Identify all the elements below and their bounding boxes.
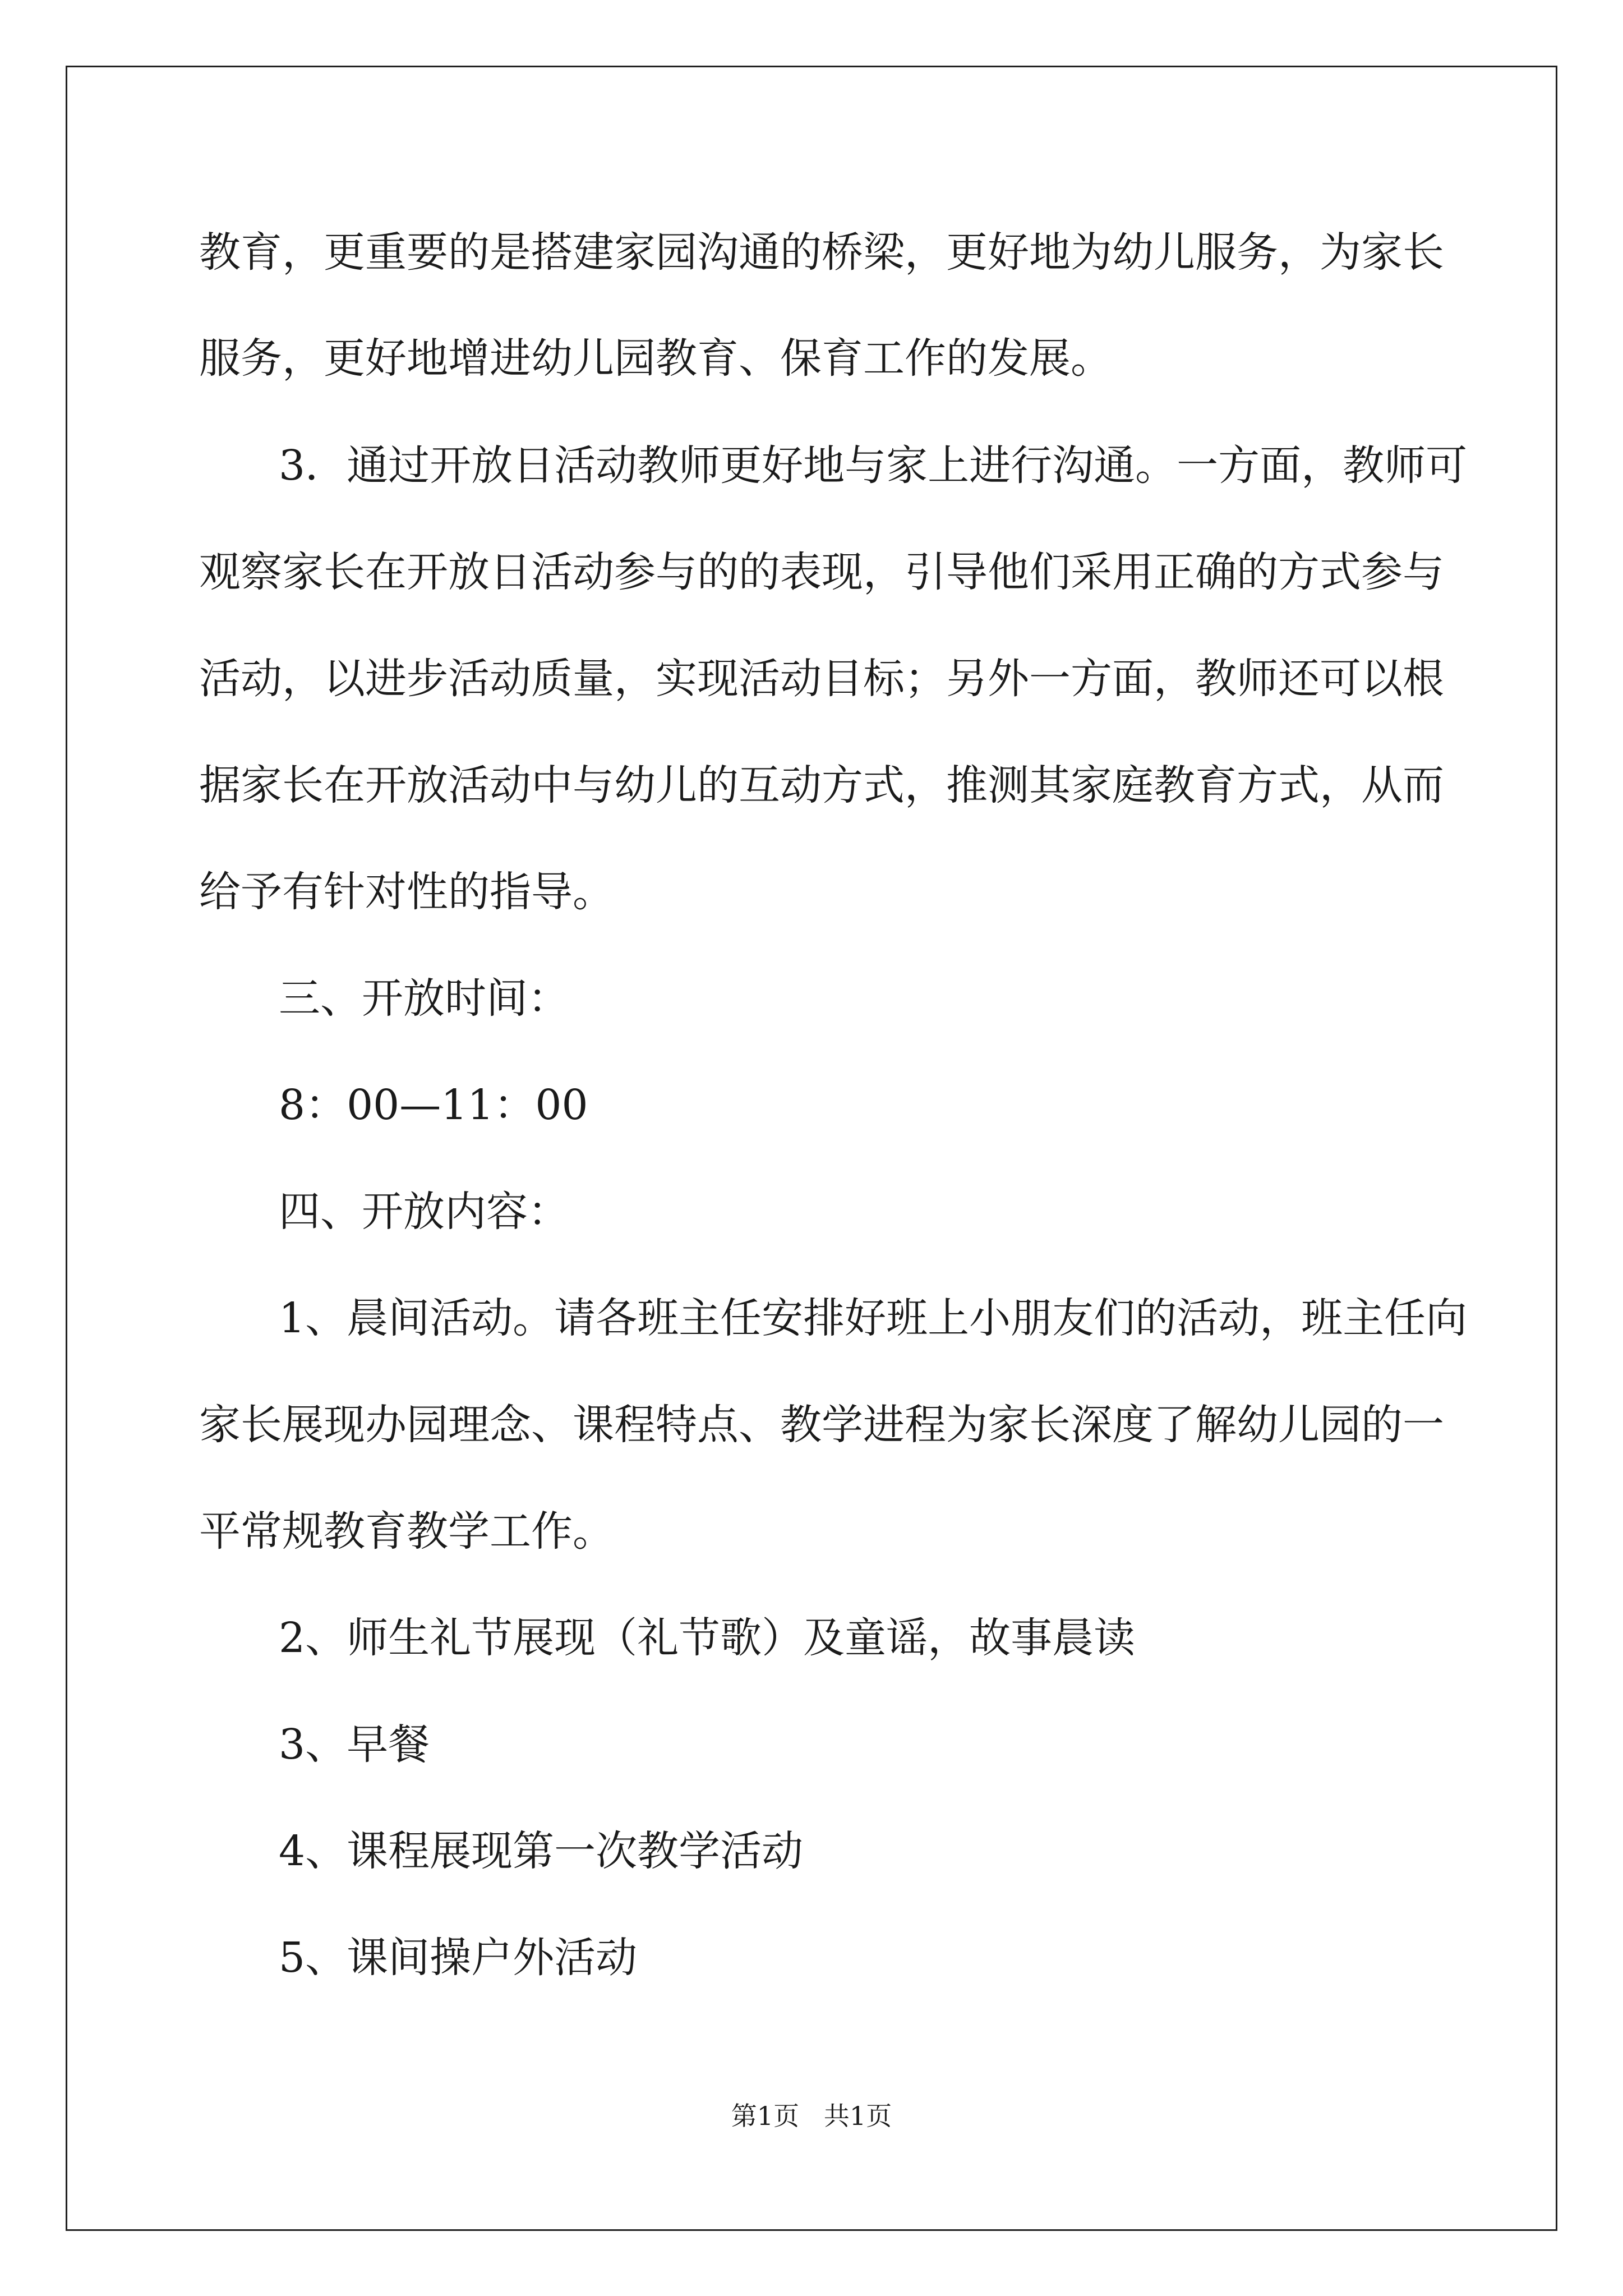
text-line-4: 观察家长在开放日活动参与的的表现，引导他们采用正确的方式参与	[199, 548, 1444, 596]
content-item-1-line-1: 1、晨间活动。请各班主任安排好班上小朋友们的活动，班主任向	[279, 1294, 1468, 1342]
text-line-5: 活动，以进步活动质量，实现活动目标；另外一方面，教师还可以根	[199, 655, 1444, 703]
content-item-4: 4、课程展现第一次教学活动	[279, 1827, 804, 1875]
content-item-5: 5、课间操户外活动	[279, 1934, 638, 1982]
text-line-1: 教育，更重要的是搭建家园沟通的桥梁，更好地为幼儿服务，为家长	[199, 228, 1444, 277]
page-border	[66, 66, 1557, 2231]
text-line-2: 服务，更好地增进幼儿园教育、保育工作的发展。	[199, 334, 1112, 383]
text-line-7: 给予有针对性的指导。	[199, 868, 614, 916]
content-item-2: 2、师生礼节展现（礼节歌）及童谣，故事晨读	[279, 1614, 1136, 1662]
content-item-1-line-3: 平常规教育教学工作。	[199, 1507, 614, 1556]
section-heading-open-time: 三、开放时间：	[279, 974, 569, 1023]
text-line-6: 据家长在开放活动中与幼儿的互动方式，推测其家庭教育方式，从而	[199, 761, 1444, 809]
content-item-3: 3、早餐	[279, 1720, 430, 1769]
section-heading-open-content: 四、开放内容：	[279, 1188, 569, 1236]
text-line-3: 3．通过开放日活动教师更好地与家上进行沟通。一方面，教师可	[279, 441, 1468, 490]
content-item-1-line-2: 家长展现办园理念、课程特点、教学进程为家长深度了解幼儿园的一	[199, 1401, 1444, 1449]
open-time-value: 8：00—11：00	[279, 1081, 588, 1129]
page-footer: 第1页 共1页	[731, 2101, 892, 2131]
